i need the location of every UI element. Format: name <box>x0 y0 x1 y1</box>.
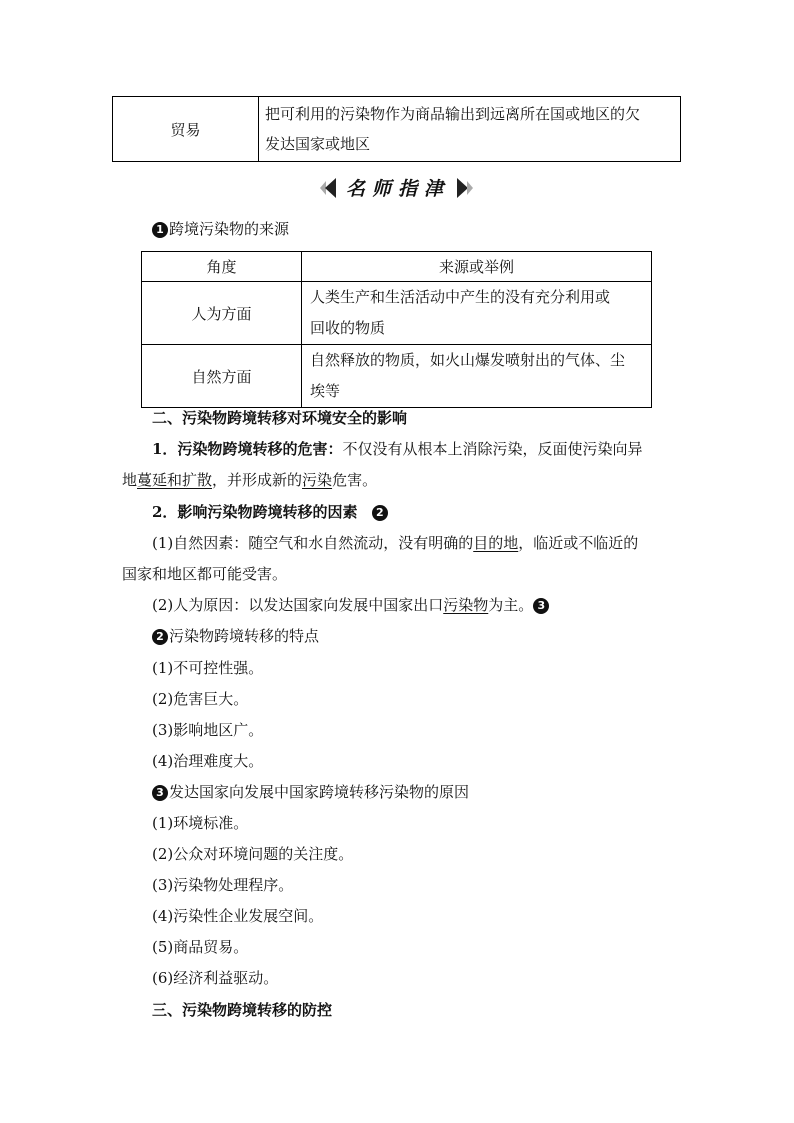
trade-value-cell <box>259 97 681 162</box>
row-source-line1: 自然释放的物质，如火山爆发喷射出的气体、尘 <box>310 351 626 369</box>
note3-title: 发达国家向发展中国家跨境转移污染物的原因 <box>169 783 470 801</box>
list-item: (3)污染物处理程序。 <box>152 876 294 894</box>
row-angle: 人为方面 <box>142 282 302 345</box>
section2-heading: 二、污染物跨境转移对环境安全的影响 <box>152 409 408 427</box>
list-item: (1)环境标准。 <box>152 814 249 832</box>
note2-title: 污染物跨境转移的特点 <box>169 627 320 645</box>
note1-title: 跨境污染物的来源 <box>169 220 290 238</box>
p1-text-b3: ，并形成新的 <box>212 471 303 489</box>
trade-key-cell <box>113 97 259 162</box>
factor2 <box>152 594 550 616</box>
section2-p1-line1 <box>152 438 642 460</box>
note1-badge: 1 <box>152 222 168 238</box>
f2-badge: 3 <box>533 598 549 614</box>
header-source: 来源或举例 <box>302 252 652 282</box>
note3-heading <box>152 781 469 803</box>
row-source-line2: 埃等 <box>310 382 341 400</box>
trade-table <box>112 96 681 162</box>
right-arrow-icon <box>467 181 473 195</box>
p1-underline-spread: 蔓延和扩散 <box>137 471 213 489</box>
trade-value-line2: 发达国家或地区 <box>265 135 371 153</box>
section2-p2 <box>152 501 389 523</box>
f2-underline-pollutant: 污染物 <box>443 596 489 614</box>
p1-label: 1．污染物跨境转移的危害： <box>152 440 343 458</box>
list-item: (2)危害巨大。 <box>152 690 249 708</box>
p2-badge: 2 <box>372 505 388 521</box>
row-source <box>302 345 652 408</box>
list-item: (6)经济利益驱动。 <box>152 969 279 987</box>
pollutant-source-table <box>141 251 652 408</box>
p1-text-b1: 地 <box>122 471 138 489</box>
note2-badge: 2 <box>152 629 168 645</box>
factor1-line1 <box>152 532 638 554</box>
list-item: (4)污染性企业发展空间。 <box>152 907 324 925</box>
note1-heading <box>152 218 289 240</box>
teacher-guide-banner <box>0 172 794 204</box>
f1-underline-destination: 目的地 <box>473 534 519 552</box>
row-source-line1: 人类生产和生活活动中产生的没有充分利用或 <box>310 288 611 306</box>
table-row <box>142 345 652 408</box>
p2-label: 2．影响污染物跨境转移的因素 <box>152 503 358 521</box>
row-angle: 自然方面 <box>142 345 302 408</box>
p1-text-a: 不仅没有从根本上消除污染，反面使污染向异 <box>342 440 643 458</box>
f1-text-a: (1)自然因素：随空气和水自然流动，没有明确的 <box>152 534 474 552</box>
factor1-line2: 国家和地区都可能受害。 <box>122 565 288 583</box>
note3-badge: 3 <box>152 785 168 801</box>
p1-underline-pollution: 污染 <box>302 471 333 489</box>
note2-heading <box>152 625 319 647</box>
f2-text-b: 为主。 <box>488 596 534 614</box>
list-item: (5)商品贸易。 <box>152 938 249 956</box>
list-item: (4)治理难度大。 <box>152 752 264 770</box>
banner-title: 名师指津 <box>345 178 450 200</box>
table-row <box>142 282 652 345</box>
p1-text-b5: 危害。 <box>332 471 378 489</box>
header-angle: 角度 <box>142 252 302 282</box>
list-item: (2)公众对环境问题的关注度。 <box>152 845 354 863</box>
trade-value-line1: 把可利用的污染物作为商品输出到远离所在国或地区的欠 <box>265 105 641 123</box>
section2-p1-line2 <box>122 469 377 491</box>
row-source <box>302 282 652 345</box>
f2-text-a: (2)人为原因：以发达国家向发展中国家出口 <box>152 596 444 614</box>
list-item: (3)影响地区广。 <box>152 721 264 739</box>
trade-key: 贸易 <box>170 120 201 139</box>
list-item: (1)不可控性强。 <box>152 659 264 677</box>
left-triangle-icon <box>325 178 336 198</box>
section3-heading: 三、污染物跨境转移的防控 <box>152 1001 333 1019</box>
row-source-line2: 回收的物质 <box>310 319 386 337</box>
f1-text-b: ，临近或不临近的 <box>518 534 639 552</box>
